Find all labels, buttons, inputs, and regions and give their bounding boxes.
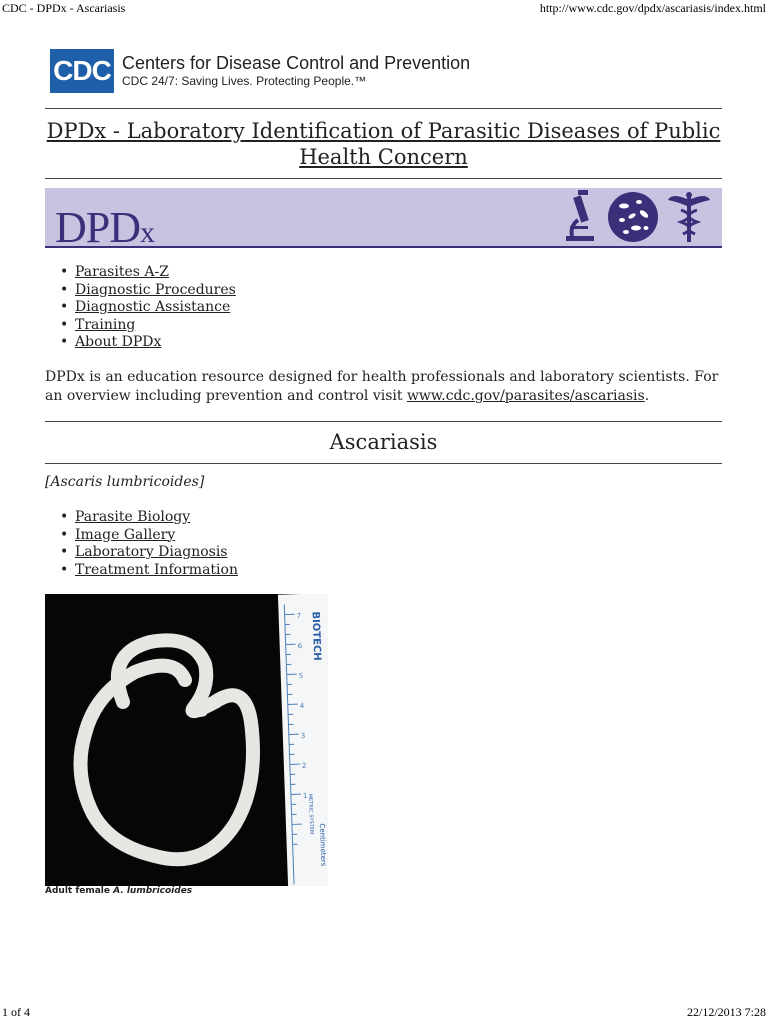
list-item <box>45 317 236 335</box>
parasites-ascariasis-link[interactable]: www.cdc.gov/parasites/ascariasis <box>406 388 645 404</box>
svg-text:3: 3 <box>300 731 306 741</box>
divider <box>45 178 722 179</box>
print-header <box>0 0 768 18</box>
page-count: 1 of 4 <box>2 1005 30 1019</box>
svg-text:5: 5 <box>298 671 304 681</box>
divider <box>45 463 722 464</box>
link-parasite-biology[interactable]: Parasite Biology <box>75 509 191 525</box>
page-title-link[interactable]: DPDx - Laboratory Identification of Parasitic Diseases of Public Health Concern <box>46 119 721 169</box>
section-title: Ascariasis <box>329 430 438 454</box>
svg-text:METRIC SYSTEM: METRIC SYSTEM <box>306 793 315 835</box>
nav-link-diagnostic-assistance[interactable]: Diagnostic Assistance <box>75 299 231 316</box>
nav-link-diagnostic-procedures[interactable]: Diagnostic Procedures <box>75 281 236 298</box>
link-image-gallery[interactable]: Image Gallery <box>75 526 176 543</box>
intro-paragraph: DPDx is an education resource designed for health professionals and laboratory scientists. For an overview including prevention and control visit www.cdc.gov/parasites/ascariasis. <box>45 369 719 404</box>
svg-text:2: 2 <box>301 761 307 771</box>
list-item <box>45 544 238 562</box>
dpdx-banner[interactable] <box>45 188 722 252</box>
cdc-logo-title: Centers for Disease Control and Prevention <box>122 53 471 73</box>
list-item <box>45 282 236 300</box>
cdc-logo[interactable] <box>50 48 470 94</box>
print-timestamp: 22/12/2013 7:28 <box>686 1005 766 1019</box>
list-item <box>45 509 238 527</box>
species-name: [Ascaris lumbricoides] <box>45 474 205 490</box>
svg-text:1: 1 <box>302 791 308 801</box>
worm-photo-drawing <box>45 594 328 886</box>
divider <box>45 421 722 422</box>
ascaris-photo[interactable] <box>45 594 328 886</box>
svg-text:BIOTECH: BIOTECH <box>309 611 323 661</box>
topic-list <box>45 509 238 579</box>
list-item <box>45 264 236 282</box>
intro-text: DPDx is an education resource designed for health professionals and laboratory scientists. For an overview including prevention and control visit <box>45 369 719 404</box>
list-item <box>45 299 236 317</box>
svg-text:6: 6 <box>297 641 303 651</box>
microscope-icon <box>560 190 600 244</box>
caduceus-icon <box>666 190 712 244</box>
svg-text:7: 7 <box>296 611 302 621</box>
link-laboratory-diagnosis[interactable]: Laboratory Diagnosis <box>75 544 228 561</box>
nav-link-about-dpdx[interactable]: About DPDx <box>75 334 162 351</box>
parasite-cells-icon <box>606 190 660 244</box>
print-footer <box>0 1006 768 1024</box>
svg-text:Centimeters: Centimeters <box>317 823 328 867</box>
list-item <box>45 334 236 352</box>
nav-link-training[interactable]: Training <box>75 316 136 333</box>
nav-link-parasites-a-z[interactable]: Parasites A-Z <box>75 264 169 280</box>
dpdx-nav-list <box>45 264 236 352</box>
cdc-logo-tagline: CDC 24/7: Saving Lives. Protecting People.™ <box>122 74 367 88</box>
cdc-logo-mark: CDC <box>50 49 114 93</box>
list-item <box>45 527 238 545</box>
divider <box>45 108 722 109</box>
link-treatment-information[interactable]: Treatment Information <box>75 561 238 578</box>
photo-caption: Adult female A. lumbricoides <box>45 886 193 896</box>
print-header-title: CDC - DPDx - Ascariasis <box>2 1 126 15</box>
list-item <box>45 562 238 580</box>
page-title[interactable] <box>45 118 722 170</box>
dpdx-wordmark: DPDx <box>55 203 155 252</box>
print-header-url: http://www.cdc.gov/dpdx/ascariasis/index.html <box>539 1 766 15</box>
svg-text:4: 4 <box>299 701 305 711</box>
